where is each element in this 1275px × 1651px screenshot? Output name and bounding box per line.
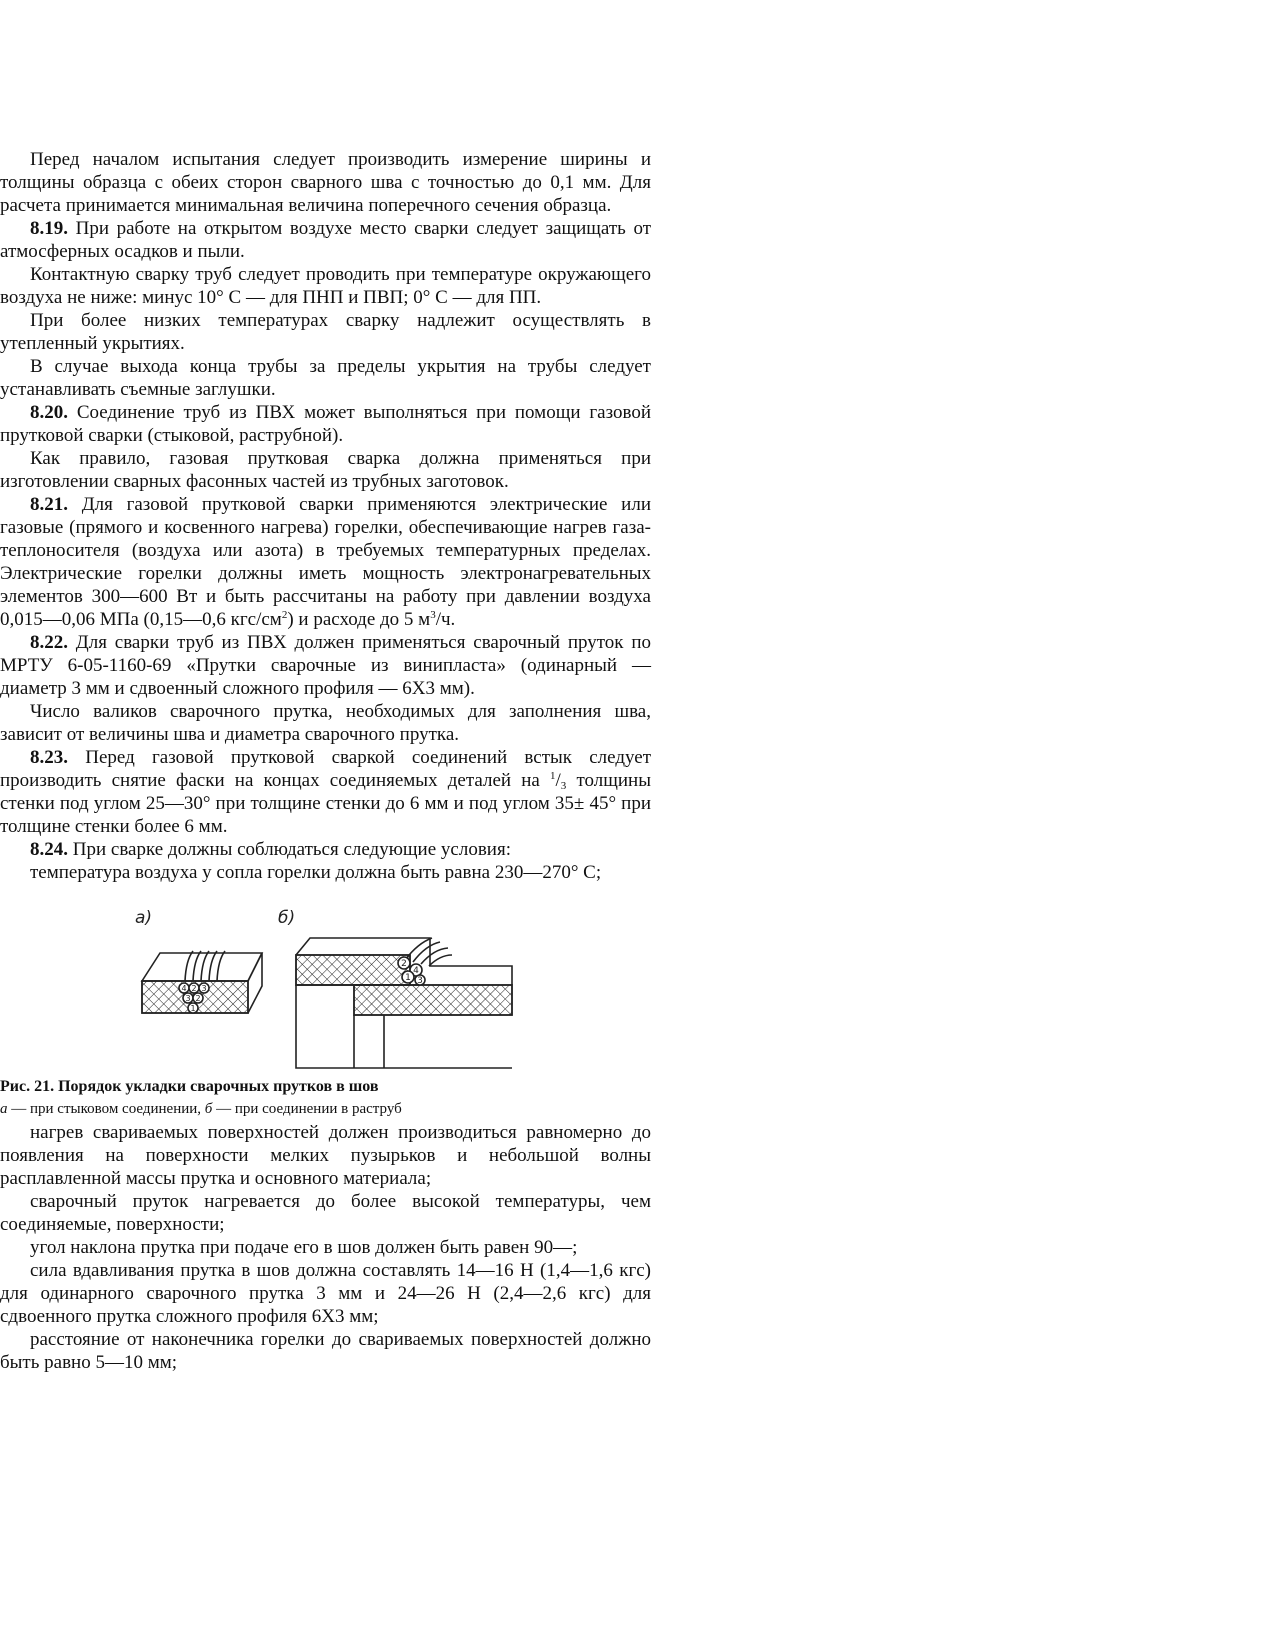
paragraph: расстояние от наконечника горелки до свариваемых поверхностей должно быть равно 5—10 мм; (0, 1329, 651, 1373)
paragraph-8-23: 8.23. Перед газовой прутковой сваркой соединений встык следует производить снятие фаски на концах соединяемых деталей на $^1/_3$ толщины стенки под углом 25—30° при толщине стенки до 6 мм и под углом 35± 45° при толщине стенки более 6 мм. (0, 747, 651, 837)
paragraph: сила вдавливания прутка в шов должна составлять 14—16 Н (1,4—1,6 кгс) для одинарного сварочного прутка 3 мм и 24—26 Н (2,4—2,6 кгс) для сдвоенного прутка сложного профиля 6Х3 мм; (0, 1260, 651, 1327)
rod-label: 1 (190, 1004, 196, 1013)
welding-diagram (0, 900, 651, 1075)
paragraph: Как правило, газовая прутковая сварка должна применяться при изготовлении сварных фасонных частей из трубных заготовок. (0, 448, 651, 492)
paragraph-8-22: 8.22. Для сварки труб из ПВХ должен применяться сварочный пруток по МРТУ 6-05-1160-69 «Прутки сварочные из винипласта» (одинарный — диаметр 3 мм и сдвоенный сложного профиля — 6Х3 мм). (0, 632, 651, 699)
figure-label-b: б) (278, 908, 296, 928)
clause-number: 8.20. (30, 402, 68, 423)
clause-number: 8.24. (30, 839, 68, 860)
document-page (0, 148, 651, 1374)
paragraph: температура воздуха у сопла горелки должна быть равна 230—270° С; (30, 862, 602, 883)
rod-label: 1 (405, 973, 411, 983)
diagram-butt-joint (142, 951, 262, 1013)
rod-label: 4 (413, 966, 419, 976)
figure-legend: а — при стыковом соединении, б — при соединении в раструб (0, 1101, 402, 1117)
paragraph: Число валиков сварочного прутка, необходимых для заполнения шва, зависит от величины шва и диаметра сварочного прутка. (0, 701, 651, 745)
rod-label: 2 (195, 994, 201, 1003)
figure-label-a: а) (135, 908, 153, 928)
paragraph: угол наклона прутка при подаче его в шов должен быть равен 90—; (30, 1237, 578, 1258)
paragraph: нагрев свариваемых поверхностей должен производиться равномерно до появления на поверхности мелких пузырьков и небольшой волны расплавленной массы прутка и основного материала; (0, 1122, 651, 1189)
rod-label: 3 (185, 994, 191, 1003)
figure-caption: Рис. 21. Порядок укладки сварочных прутков в шов (0, 1078, 379, 1095)
clause-number: 8.22. (30, 632, 68, 653)
rod-label: 4 (181, 984, 187, 993)
rod-label: 3 (201, 984, 207, 993)
rod-label: 2 (401, 959, 407, 969)
diagram-socket-joint (296, 938, 512, 1068)
paragraph: В случае выхода конца трубы за пределы укрытия на трубы следует устанавливать съемные заглушки. (0, 356, 651, 400)
rod-label: 2 (191, 984, 197, 993)
paragraph-8-20: 8.20. Соединение труб из ПВХ может выполняться при помощи газовой прутковой сварки (стыковой, раструбной). (0, 402, 651, 446)
paragraph: Контактную сварку труб следует проводить при температуре окружающего воздуха не ниже: минус 10° С — для ПНП и ПВП; 0° С — для ПП. (0, 264, 651, 308)
paragraph-8-19: 8.19. При работе на открытом воздухе место сварки следует защищать от атмосферных осадков и пыли. (0, 218, 651, 262)
rod-label: 3 (417, 976, 423, 986)
paragraph: Перед началом испытания следует производить измерение ширины и толщины образца с обеих сторон сварного шва с точностью до 0,1 мм. Для расчета принимается минимальная величина поперечного сечения образца. (0, 149, 651, 216)
figure-welding-rods (0, 900, 651, 1075)
clause-number: 8.21. (30, 494, 68, 515)
paragraph-8-24: 8.24. При сварке должны соблюдаться следующие условия: (30, 839, 511, 860)
paragraph-8-21: 8.21. Для газовой прутковой сварки применяются электрические или газовые (прямого и косвенного нагрева) горелки, обеспечивающие нагрев газа-теплоносителя (воздуха или азота) в требуемых температурных пределах. Электрические горелки должны иметь мощность электронагревательных элементов 300—600 Вт и быть рассчитаны на работу при давлении воздуха 0,015—0,06 МПа (0,15—0,6 кгс/$см^2$) и расходе до 5 $м^3/ч$. (0, 494, 651, 630)
clause-number: 8.23. (30, 747, 68, 768)
paragraph: сварочный пруток нагревается до более высокой температуры, чем соединяемые, поверхности; (0, 1191, 651, 1235)
clause-number: 8.19. (30, 218, 68, 239)
paragraph: При более низких температурах сварку надлежит осуществлять в утепленный укрытиях. (0, 310, 651, 354)
